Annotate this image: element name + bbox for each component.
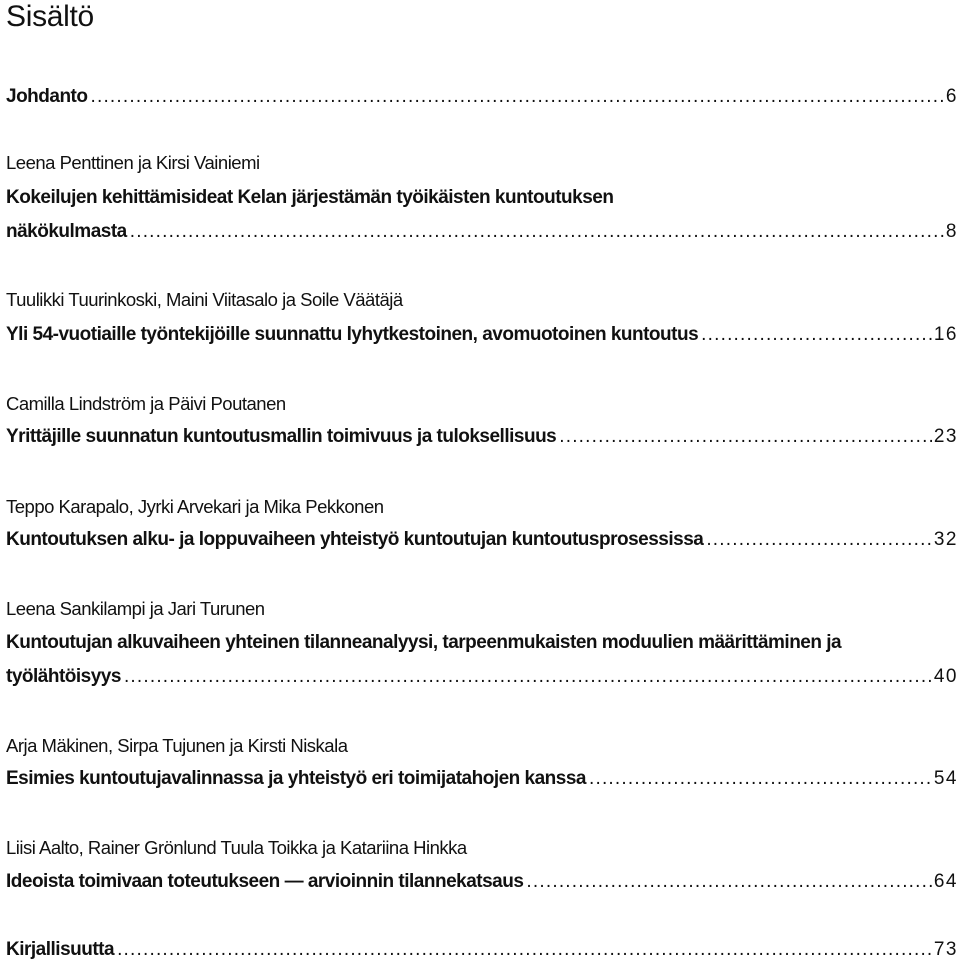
toc-entry-title: Kokeilujen kehittämisideat Kelan järjestämän työikäisten kuntoutuksen [6, 187, 614, 208]
dot-leader [91, 84, 944, 110]
toc-entry-authors: Liisi Aalto, Rainer Grönlund Tuula Toikka ja Katariina Hinkka [6, 837, 467, 858]
toc-page-number: 23 [933, 426, 958, 447]
toc-entry-title: näkökulmasta [6, 221, 127, 242]
toc-entry-title: Kuntoutujan alkuvaiheen yhteinen tilanneanalyysi, tarpeenmukaisten moduulien määrittäminen ja [6, 632, 842, 653]
toc-page [6, 0, 958, 964]
toc-entry-title: Esimies kuntoutujavalinnassa ja yhteistyö eri toimijatahojen kanssa [6, 768, 586, 789]
dot-leader [117, 937, 932, 963]
toc-page-number: 64 [933, 871, 958, 892]
toc-entry-title-last-line[interactable] [6, 322, 958, 348]
toc-page-number: 8 [945, 221, 958, 242]
toc-entry-title-last-line[interactable] [6, 219, 958, 245]
toc-entry-title: Kuntoutuksen alku- ja loppuvaiheen yhteistyö kuntoutujan kuntoutusprosessissa [6, 529, 704, 550]
toc-entry-title: työlähtöisyys [6, 666, 121, 687]
toc-entry-title: Kirjallisuutta [6, 939, 115, 960]
toc-page-number: 54 [933, 768, 958, 789]
dot-leader [559, 424, 932, 450]
dot-leader [706, 527, 932, 553]
dot-leader [526, 869, 931, 895]
toc-entry-title: Johdanto [6, 86, 88, 107]
toc-page-number: 16 [933, 324, 958, 345]
dot-leader [124, 664, 932, 690]
toc-entry-authors: Leena Sankilampi ja Jari Turunen [6, 598, 265, 619]
page-title: Sisältö [6, 0, 94, 33]
toc-entry-title-last-line[interactable] [6, 869, 958, 895]
toc-entry-title: Ideoista toimivaan toteutukseen — arvioinnin tilannekatsaus [6, 871, 524, 892]
toc-entry-title-last-line[interactable] [6, 664, 958, 690]
toc-entry-title: Yli 54-vuotiaille työntekijöille suunnattu lyhytkestoinen, avomuotoinen kuntoutus [6, 324, 699, 345]
toc-entry-title-last-line[interactable] [6, 527, 958, 553]
toc-entry-title-last-line[interactable] [6, 766, 958, 792]
toc-entry-authors: Leena Penttinen ja Kirsi Vainiemi [6, 152, 260, 173]
dot-leader [701, 322, 932, 348]
toc-entry-authors: Camilla Lindström ja Päivi Poutanen [6, 393, 286, 414]
toc-entry-introduction[interactable] [6, 84, 958, 110]
toc-entry-authors: Teppo Karapalo, Jyrki Arvekari ja Mika Pekkonen [6, 496, 384, 517]
toc-entry-authors: Arja Mäkinen, Sirpa Tujunen ja Kirsti Niskala [6, 735, 348, 756]
toc-page-number: 40 [933, 666, 958, 687]
toc-entry-references[interactable] [6, 937, 958, 963]
toc-page-number: 6 [945, 86, 958, 107]
toc-entry-title-last-line[interactable] [6, 424, 958, 450]
toc-page-number: 32 [933, 529, 958, 550]
toc-entry-title: Yrittäjille suunnatun kuntoutusmallin toimivuus ja tuloksellisuus [6, 426, 557, 447]
dot-leader [130, 219, 944, 245]
dot-leader [589, 766, 932, 792]
toc-page-number: 73 [933, 939, 958, 960]
toc-entry-authors: Tuulikki Tuurinkoski, Maini Viitasalo ja Soile Väätäjä [6, 289, 403, 310]
